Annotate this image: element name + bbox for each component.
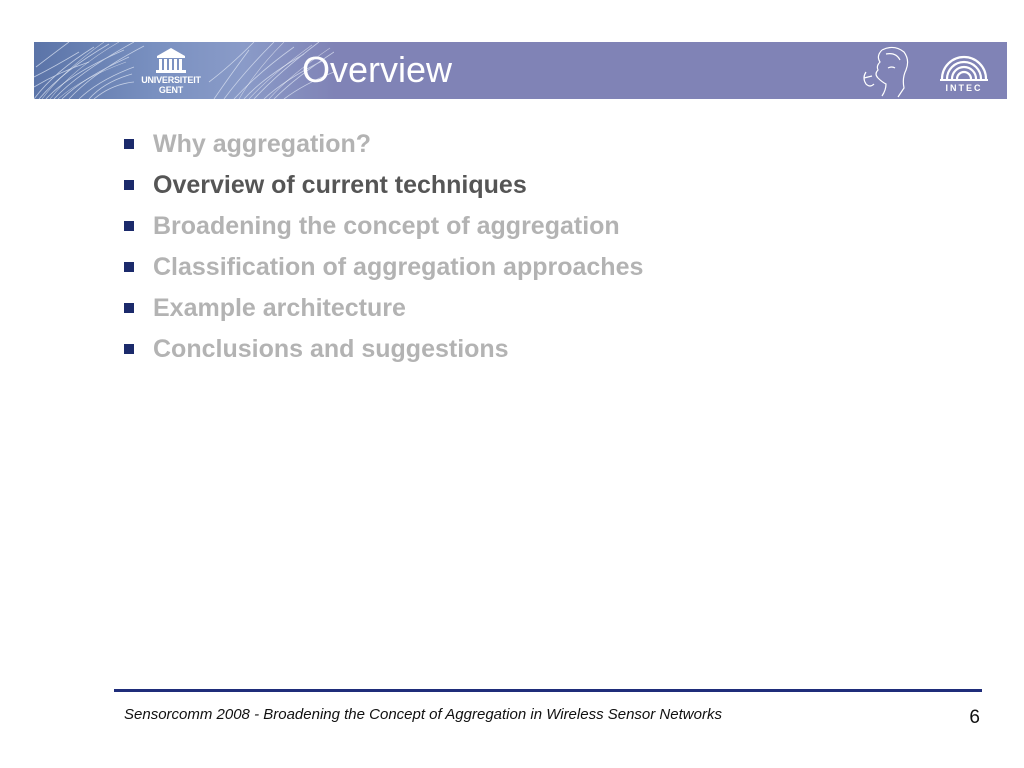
agenda-item: [122, 288, 643, 329]
footer-text: Sensorcomm 2008 - Broadening the Concept of Aggregation in Wireless Sensor Networks: [124, 706, 722, 723]
agenda-item-label: Classification of aggregation approaches: [153, 253, 644, 281]
square-bullet-icon: [124, 262, 134, 272]
agenda-item-label: Broadening the concept of aggregation: [153, 212, 620, 240]
agenda-item: [122, 124, 643, 165]
intec-logo: [934, 45, 994, 97]
agenda-item-current: [122, 165, 643, 206]
minerva-icon: [852, 42, 922, 99]
agenda-item: [122, 247, 643, 288]
agenda-item-label: Overview of current techniques: [153, 171, 527, 199]
square-bullet-icon: [124, 221, 134, 231]
square-bullet-icon: [124, 303, 134, 313]
square-bullet-icon: [124, 180, 134, 190]
university-name-line1: UNIVERSITEIT: [141, 75, 201, 85]
agenda-item-label: Why aggregation?: [153, 130, 372, 158]
minerva-head-logo: [852, 42, 922, 99]
agenda-item-label: Conclusions and suggestions: [153, 335, 509, 363]
university-building-icon: [138, 46, 204, 76]
agenda-item-label: Example architecture: [153, 294, 406, 322]
agenda-item: [122, 206, 643, 247]
header-band: [34, 42, 1007, 99]
university-name-line2: GENT: [158, 85, 184, 95]
intec-arcs-icon: [934, 45, 994, 83]
footer-divider: [114, 689, 982, 692]
agenda-item: [122, 329, 643, 370]
square-bullet-icon: [124, 139, 134, 149]
page-number: 6: [969, 707, 980, 728]
square-bullet-icon: [124, 344, 134, 354]
slide-title: Overview: [302, 49, 453, 90]
intec-label: INTEC: [945, 83, 983, 93]
agenda-list: [122, 124, 643, 370]
universiteit-gent-logo: [138, 46, 204, 96]
